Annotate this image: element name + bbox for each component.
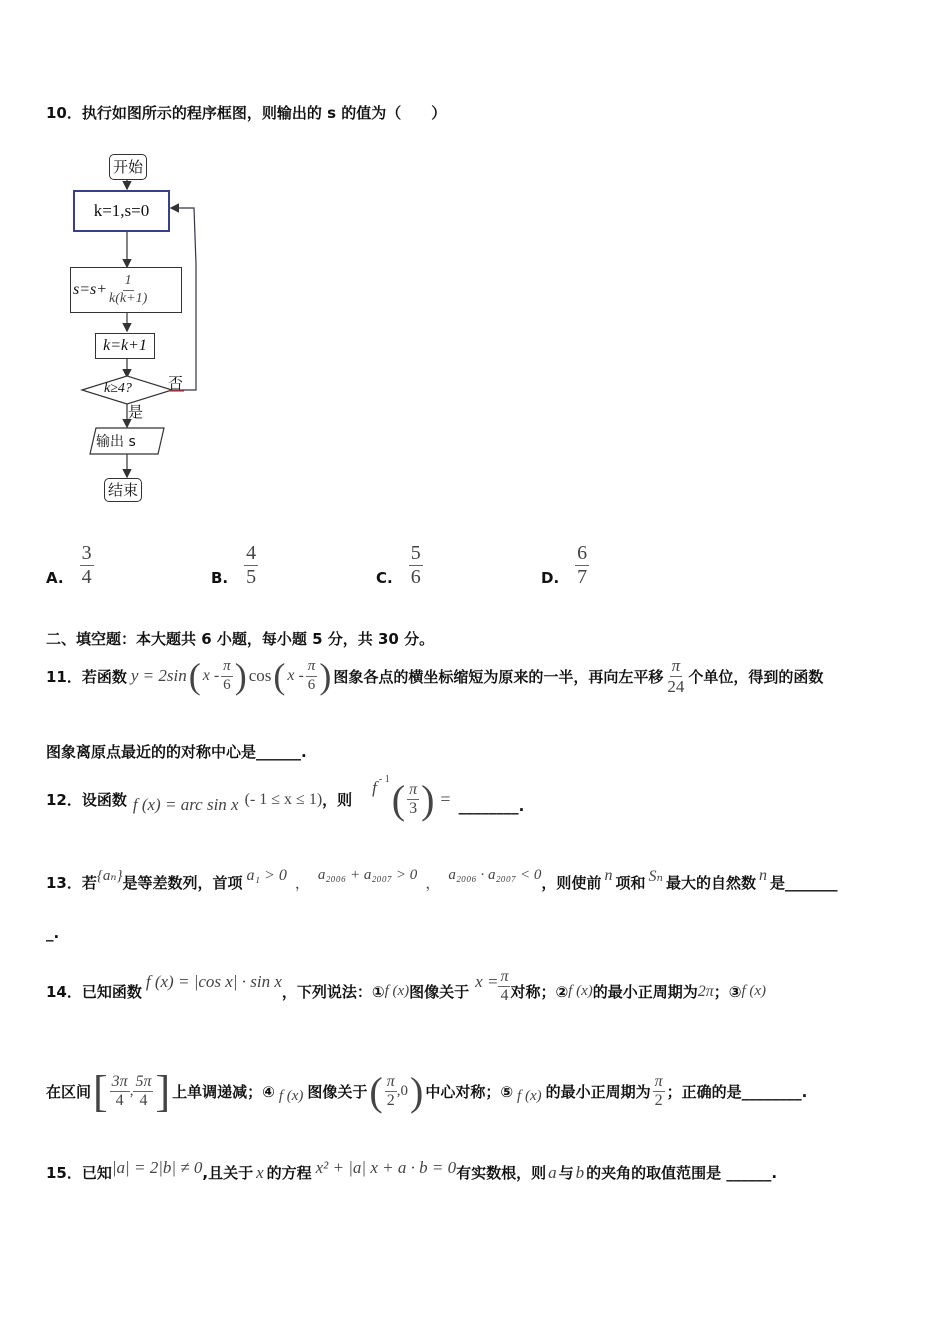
q14-frac-period-den: 2 xyxy=(654,1092,663,1109)
q12-blank[interactable]: ________. xyxy=(458,796,525,815)
flow-init: k=1,s=0 xyxy=(73,190,170,232)
q14-frac-5pi-den: 4 xyxy=(139,1092,148,1109)
option-a-label: A. xyxy=(46,568,64,587)
q14-prefix: 14．已知函数 xyxy=(46,983,142,1002)
q15-line xyxy=(46,1152,777,1183)
q15-t2: 的方程 xyxy=(266,1164,312,1182)
option-a-num: 3 xyxy=(81,542,92,564)
q14-xeq: x = xyxy=(475,971,499,991)
q14-l2e: 的最小正周期为 xyxy=(545,1083,651,1101)
q11-mid: 图象各点的横坐标缩短为原来的一半，再向左平移 xyxy=(333,667,664,686)
q13-c3: a₂₀₀₆ · a₂₀₀₇ < 0 xyxy=(448,867,542,883)
q14-func: f (x) = |cos x| · sin x xyxy=(145,971,282,991)
q11-func-b: cos xyxy=(248,666,272,685)
q14-l2c: 图像关于 xyxy=(307,1083,368,1101)
flow-cond: k≥4? xyxy=(104,381,132,396)
option-c-den: 6 xyxy=(410,566,421,588)
q14-fx-1: f (x) xyxy=(384,983,410,1000)
flow-update-frac xyxy=(107,273,149,306)
option-c-frac xyxy=(409,542,423,589)
q15-prefix: 15．已知 xyxy=(46,1164,112,1182)
q15-t3: 有实数根，则 xyxy=(456,1164,547,1182)
q11-line1 xyxy=(46,655,823,697)
q13-n2: n xyxy=(758,866,767,884)
q11-paren-open-1: ( xyxy=(188,656,201,696)
q14-frac-pi2 xyxy=(385,1073,397,1111)
q11-suffix: 个单位，得到的函数 xyxy=(688,667,824,686)
q14-fx-4: f (x) xyxy=(278,1088,304,1104)
q14-frac-period-num: π xyxy=(653,1073,665,1092)
q14-fx-2: f (x) xyxy=(568,983,593,1000)
q12-frac-den: 3 xyxy=(409,800,418,817)
option-c-num: 5 xyxy=(410,542,421,564)
q11-frac2-den: 6 xyxy=(307,676,316,693)
q13-line1 xyxy=(46,858,837,893)
q11-frac1-den: 6 xyxy=(223,676,231,693)
q13-seq: {aₙ} xyxy=(96,868,123,884)
q11-frac-2 xyxy=(306,658,318,694)
q11-func-a: y = 2sin xyxy=(130,666,187,685)
q14-frac-5pi-num: 5π xyxy=(133,1073,153,1092)
q14-l2a: 在区间 xyxy=(46,1083,92,1101)
q15-t4: 与 xyxy=(558,1164,574,1182)
q13-n: n xyxy=(604,866,613,884)
q10-text: 10．执行如图所示的程序框图，则输出的 s 的值为（ ） xyxy=(46,104,447,122)
q11-line2: 图象离原点最近的的对称中心是______. xyxy=(46,743,307,761)
q14-t1: ，下列说法：① xyxy=(281,983,385,1002)
q12-eq: = xyxy=(440,789,451,809)
q12-paren-close: ) xyxy=(421,777,435,822)
q14-zero: 0 xyxy=(400,1083,408,1099)
flow-update-den: k(k+1) xyxy=(109,290,148,306)
q11-paren-open-2: ( xyxy=(273,656,286,696)
option-b-label: B. xyxy=(211,568,229,587)
q15-x: x xyxy=(256,1162,264,1182)
q11-arg1: x - xyxy=(202,667,220,684)
q14-line1 xyxy=(46,958,766,1006)
q11-frac1-num: π xyxy=(221,658,233,676)
q11-shift-num: π xyxy=(671,655,681,675)
q15-eq: x² + |a| x + a · b = 0 xyxy=(315,1157,457,1177)
q13-c2: a₂₀₀₆ + a₂₀₀₇ > 0 xyxy=(317,867,418,883)
q10-options xyxy=(46,542,589,589)
q13-c1: a₁ > 0 xyxy=(246,866,287,884)
q15-b: b xyxy=(575,1162,585,1182)
flow-output: 输出 s xyxy=(96,434,136,450)
q11-paren-close-2: ) xyxy=(319,656,332,696)
option-c-label: C. xyxy=(376,568,393,587)
q14-l2f[interactable]: ；正确的是________. xyxy=(666,1083,808,1101)
q14-interval-comma: , xyxy=(129,1083,134,1099)
q13-sn: Sₙ xyxy=(648,867,663,885)
option-a-den: 4 xyxy=(81,566,92,588)
q12-domain: (- 1 ≤ x ≤ 1) xyxy=(244,790,323,808)
q14-frac-5pi xyxy=(133,1073,153,1111)
flow-incr: k=k+1 xyxy=(95,333,155,359)
q12-finv: f xyxy=(372,777,377,797)
q13-t2: ，则使前 xyxy=(541,874,602,892)
q12-then: ，则 xyxy=(322,791,353,809)
q13-t4: 最大的自然数 xyxy=(665,874,756,892)
q11-arg2: x - xyxy=(287,667,304,684)
q14-l2d: 中心对称；⑤ xyxy=(425,1083,514,1101)
q13-comma-2: ， xyxy=(425,876,441,892)
q11-prefix: 11．若函数 xyxy=(46,667,127,686)
q14-l2b: 上单调递减；④ xyxy=(172,1083,275,1101)
q11-frac2-num: π xyxy=(306,658,318,676)
option-c xyxy=(376,542,541,589)
q13-line2: _. xyxy=(46,924,60,942)
q14-frac-3pi-num: 3π xyxy=(110,1073,130,1092)
q14-frac-pi2-den: 2 xyxy=(386,1092,395,1109)
q14-fx-5: f (x) xyxy=(517,1088,542,1104)
q15-t1: ,且关于 xyxy=(202,1164,254,1182)
option-b-frac xyxy=(244,542,258,589)
q14-t4: 的最小正周期为 xyxy=(592,983,698,1002)
q12-frac xyxy=(407,781,419,819)
option-b xyxy=(211,542,376,589)
q13-prefix: 13．若 xyxy=(46,874,97,892)
flow-update-lhs: s=s+ xyxy=(73,281,108,298)
q13-comma-1: ， xyxy=(294,876,310,892)
option-d-label: D. xyxy=(541,568,560,587)
option-d-den: 7 xyxy=(577,566,588,588)
q15-cond: |a| = 2|b| ≠ 0 xyxy=(111,1157,203,1177)
q14-bracket-open: [ xyxy=(93,1067,108,1116)
option-d-num: 6 xyxy=(577,542,588,564)
option-d xyxy=(541,542,589,589)
q15-a: a xyxy=(548,1162,557,1182)
q14-t2: 图像关于 xyxy=(409,983,470,1002)
q14-frac1-den: 4 xyxy=(500,987,509,1005)
q14-frac-pi2-num: π xyxy=(385,1073,397,1092)
flow-no: 否 xyxy=(168,374,184,392)
q11-shift-den: 24 xyxy=(667,676,685,696)
q14-frac-1 xyxy=(498,968,510,1006)
q14-line2 xyxy=(46,1066,807,1117)
flow-start: 开始 xyxy=(109,154,147,180)
q12-prefix: 12．设函数 xyxy=(46,791,127,809)
flowchart xyxy=(60,148,220,508)
q11-shift-frac xyxy=(665,656,686,696)
option-a-frac xyxy=(80,542,94,589)
q14-t3: 对称；② xyxy=(510,983,569,1002)
q14-frac-3pi xyxy=(110,1073,130,1111)
q14-t5: ；③ xyxy=(713,983,742,1002)
flow-yes: 是 xyxy=(128,403,144,421)
q11-paren-close-1: ) xyxy=(234,656,247,696)
q15-t5[interactable]: 的夹角的取值范围是 ______. xyxy=(586,1164,778,1182)
flow-update-num: 1 xyxy=(123,273,134,290)
flow-update xyxy=(70,267,182,313)
option-b-num: 4 xyxy=(246,542,257,564)
option-d-frac xyxy=(575,542,589,589)
q12-frac-num: π xyxy=(407,781,419,800)
q14-paren-open: ( xyxy=(369,1069,383,1114)
option-b-den: 5 xyxy=(246,566,257,588)
flow-end: 结束 xyxy=(104,478,142,502)
q11-frac-1 xyxy=(221,658,233,694)
q14-twopi: 2π xyxy=(697,982,714,1000)
q12-func: f (x) = arc sin x xyxy=(132,794,239,814)
q14-bracket-close: ] xyxy=(155,1067,171,1116)
q13-t3: 项和 xyxy=(615,874,646,892)
section-2-heading: 二、填空题：本大题共 6 小题，每小题 5 分，共 30 分。 xyxy=(46,630,435,648)
q14-frac1-num: π xyxy=(498,968,510,987)
q14-fx-3: f (x) xyxy=(741,983,767,1000)
q12-line xyxy=(46,776,524,823)
q13-t5[interactable]: 是_______ xyxy=(769,874,838,892)
q14-point-comma: , xyxy=(396,1083,401,1099)
q12-paren-open: ( xyxy=(391,777,406,822)
q14-frac-period xyxy=(653,1073,665,1111)
q12-finv-sup: - 1 xyxy=(378,774,390,785)
option-a xyxy=(46,542,211,589)
q14-frac-3pi-den: 4 xyxy=(115,1092,124,1109)
q14-paren-close: ) xyxy=(410,1069,424,1114)
q13-t1: 是等差数列，首项 xyxy=(122,874,243,892)
